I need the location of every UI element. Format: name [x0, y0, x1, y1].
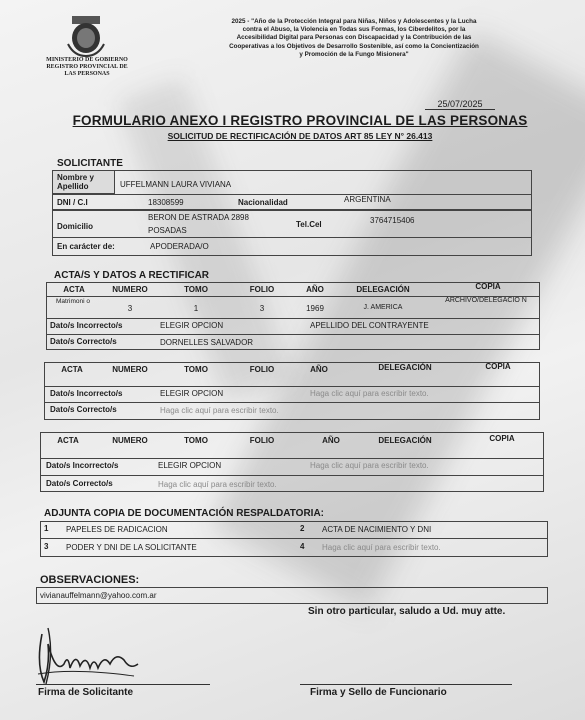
tomo-field[interactable]: 1 [193, 304, 199, 313]
incorrect-value-field[interactable]: Haga clic aquí para escribir texto. [310, 389, 429, 398]
dni-field[interactable]: 18308599 [148, 198, 184, 207]
dni-label: DNI / C.I [57, 198, 88, 207]
col-anio: AÑO [322, 436, 340, 445]
observaciones-field[interactable]: vivianauffelmann@yahoo.com.ar [40, 591, 157, 600]
name-label: Nombre y Apellido [57, 173, 94, 191]
correct-label: Dato/s Correcto/s [46, 479, 113, 488]
col-acta: ACTA [61, 365, 83, 374]
col-acta: ACTA [57, 436, 79, 445]
correct-value-field[interactable]: Haga clic aquí para escribir texto. [160, 406, 279, 415]
row-divider [40, 475, 544, 476]
row-divider [44, 386, 540, 387]
col-folio: FOLIO [249, 285, 275, 294]
signature-line-funcionario [300, 684, 512, 685]
col-anio: AÑO [310, 365, 328, 374]
col-numero: NUMERO [112, 365, 148, 374]
observaciones-heading: OBSERVACIONES: [40, 574, 140, 586]
col-folio: FOLIO [249, 365, 275, 374]
copia-field[interactable]: ARCHIVO/DELEGACIO N [445, 297, 527, 304]
row-divider [40, 538, 548, 539]
nationality-field[interactable]: ARGENTINA [344, 195, 391, 204]
anio-field[interactable]: 1969 [306, 304, 324, 313]
domicilio-field-line2[interactable]: POSADAS [148, 226, 187, 235]
col-copia: COPIA [485, 362, 511, 371]
folio-field[interactable]: 3 [259, 304, 265, 313]
phone-label: Tel.Cel [296, 220, 322, 229]
col-copia: COPIA [489, 434, 515, 443]
handwritten-signature [34, 624, 144, 688]
actas-heading: ACTA/S Y DATOS A RECTIFICAR [54, 270, 210, 281]
col-acta: ACTA [63, 285, 85, 294]
col-copia: COPIA [475, 282, 501, 291]
incorrect-label: Dato/s Incorrecto/s [50, 321, 123, 330]
adjunta-item-field[interactable]: Haga clic aquí para escribir texto. [322, 543, 441, 552]
caracter-label: En carácter de: [57, 242, 115, 251]
col-numero: NUMERO [112, 285, 148, 294]
adjunta-item-number: 4 [300, 542, 305, 551]
numero-field[interactable]: 3 [127, 304, 133, 313]
adjunta-item-field[interactable]: PAPELES DE RADICACION [66, 525, 168, 534]
dni-row [52, 194, 532, 210]
incorrect-choice-dropdown[interactable]: ELEGIR OPCION [160, 389, 224, 398]
adjunta-item-field[interactable]: PODER Y DNI DE LA SOLICITANTE [66, 543, 197, 552]
col-delegacion: DELEGACIÓN [356, 285, 410, 294]
incorrect-label: Dato/s Incorrecto/s [46, 461, 119, 470]
adjunta-item-field[interactable]: ACTA DE NACIMIENTO Y DNI [322, 525, 432, 534]
adjunta-item-number: 1 [44, 524, 49, 533]
col-tomo: TOMO [184, 436, 208, 445]
signature-line-solicitante [36, 684, 210, 685]
col-anio: AÑO [306, 285, 324, 294]
form-subtitle: SOLICITUD DE RECTIFICACIÓN DE DATOS ART 85 LEY N° 26.413 [167, 131, 433, 141]
provincial-seal-icon [64, 14, 108, 58]
correct-value-field[interactable]: Haga clic aquí para escribir texto. [158, 480, 277, 489]
col-folio: FOLIO [249, 436, 275, 445]
solicitante-heading: SOLICITANTE [57, 158, 123, 169]
delegacion-field[interactable]: J. AMERICA [363, 304, 403, 311]
incorrect-value-field[interactable]: APELLIDO DEL CONTRAYENTE [310, 321, 429, 330]
domicilio-row [52, 210, 532, 238]
col-tomo: TOMO [184, 285, 208, 294]
signature-label-funcionario: Firma y Sello de Funcionario [310, 687, 447, 698]
correct-label: Dato/s Correcto/s [50, 337, 117, 346]
incorrect-choice-dropdown[interactable]: ELEGIR OPCION [158, 461, 222, 470]
row-divider [44, 402, 540, 403]
acta-type-field[interactable]: Matrimoni o [56, 298, 90, 305]
incorrect-choice-dropdown[interactable]: ELEGIR OPCION [160, 321, 224, 330]
name-field[interactable]: UFFELMANN LAURA VIVIANA [120, 180, 232, 189]
adjunta-heading: ADJUNTA COPIA DE DOCUMENTACIÓN RESPALDATORIA: [44, 508, 324, 519]
form-title: FORMULARIO ANEXO I REGISTRO PROVINCIAL DE LAS PERSONAS [72, 113, 528, 128]
nationality-label: Nacionalidad [238, 198, 288, 207]
domicilio-field-line1[interactable]: BERON DE ASTRADA 2898 [148, 213, 249, 222]
adjunta-item-number: 2 [300, 524, 305, 533]
correct-label: Dato/s Correcto/s [50, 405, 117, 414]
phone-field[interactable]: 3764715406 [370, 216, 415, 225]
form-date: 25/07/2025 [425, 99, 495, 110]
correct-value-field[interactable]: DORNELLES SALVADOR [160, 338, 254, 347]
row-divider [40, 458, 544, 459]
row-divider [46, 318, 540, 319]
domicilio-label: Domicilio [57, 222, 94, 231]
col-tomo: TOMO [184, 365, 208, 374]
signature-label-solicitante: Firma de Solicitante [38, 687, 134, 698]
col-numero: NUMERO [112, 436, 148, 445]
row-divider [46, 334, 540, 335]
ministry-label: MINISTERIO DE GOBIERNO REGISTRO PROVINCIAL DE LAS PERSONAS [46, 57, 128, 77]
closing-text: Sin otro particular, saludo a Ud. muy atte. [308, 606, 506, 617]
incorrect-label: Dato/s Incorrecto/s [50, 389, 123, 398]
incorrect-value-field[interactable]: Haga clic aquí para escribir texto. [310, 461, 429, 470]
col-delegacion: DELEGACIÓN [378, 363, 432, 372]
decree-text: 2025 - "Año de la Protección Integral para Niñas, Niños y Adolescentes y la Lucha contra el Abuso, la Violencia en Todas sus Formas, los Ciberdelitos, por la Accesibilidad Digital para Personas con Discapacidad y la Contribución de las Cooperativas a los Objetivos de Desarrollo Sostenible, así como la Concientización y Promoción de la Fungo Misionera" [229, 18, 479, 58]
adjunta-item-number: 3 [44, 542, 49, 551]
caracter-field[interactable]: APODERADA/O [150, 242, 209, 251]
col-delegacion: DELEGACIÓN [378, 436, 432, 445]
